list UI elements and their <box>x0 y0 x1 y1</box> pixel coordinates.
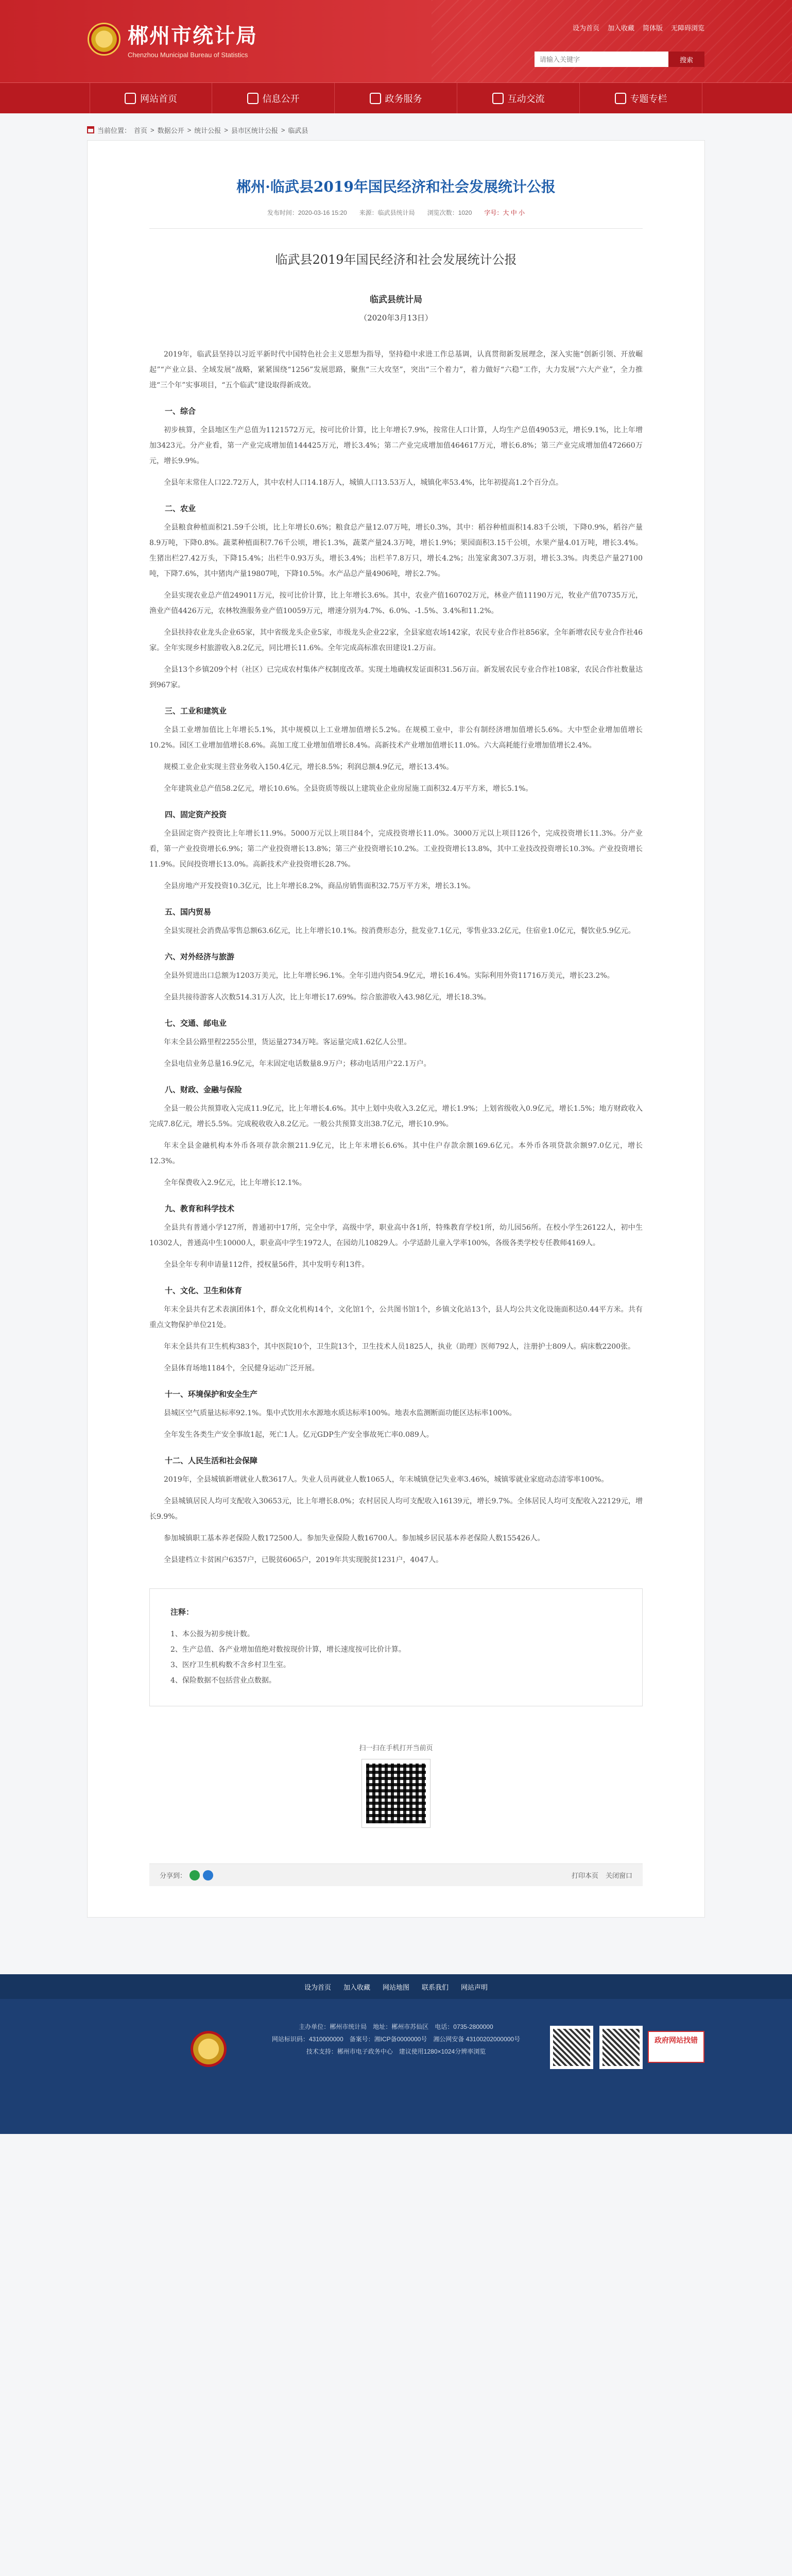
breadcrumb-link[interactable]: 县市区统计公报 <box>231 126 278 134</box>
article-actions <box>572 1870 632 1880</box>
top-link[interactable]: 加入收藏 <box>607 24 634 32</box>
section-paragraph: 参加城镇职工基本养老保险人数172500人。参加失业保险人数16700人。参加城乡居民基本养老保险人数155426人。 <box>164 1534 545 1543</box>
section-paragraph: 年末全县金融机构本外币各项存款余额211.9亿元，比上年末增长6.6%。其中住户存款余额169.6亿元。本外币各项贷款余额97.0亿元，增长12.3%。 <box>149 1142 643 1166</box>
wechat-qr-code <box>550 2026 593 2069</box>
section-heading: 五、国内贸易 <box>165 907 212 917</box>
top-link[interactable]: 简体版 <box>642 24 663 32</box>
share-label: 分享到： <box>160 1872 187 1880</box>
section-paragraph: 全县建档立卡贫困户6357户，已脱贫6065户，2019年共实现脱贫1231户，4047人。 <box>164 1556 443 1565</box>
section-paragraph: 全县粮食种植面积21.59千公顷，比上年增长0.6%；粮食总产量12.07万吨，增长0.3%，其中：稻谷种植面积14.83千公顷，下降0.9%，稻谷产量8.9万吨，下降0.8%。蔬菜种植面积7.76千公顷，增长1.3%，蔬菜产量24.3万吨，增长1.9%；果园面积3.15千公顷，水果产量4.01万吨，增长3.4%。生猪出栏27.42万头，下降15.4%；出栏牛0.93万头，增长3.4%；出栏羊7.8万只，增长4.2%；出笼家禽307.3万羽，增长3.3%。肉类总产量27100吨，下降7.6%，其中猪肉产量19807吨，下降10.5%。水产品总产量4906吨，增长2.7%。 <box>149 523 643 579</box>
chat-icon <box>492 93 504 104</box>
nav-label: 专题专栏 <box>630 93 667 104</box>
breadcrumb-prefix: 当前位置： <box>97 126 131 134</box>
nav-label: 政务服务 <box>385 93 422 104</box>
section-heading: 一、综合 <box>165 406 196 416</box>
meta-views: 浏览次数：1020 <box>427 209 472 217</box>
site-name: 郴州市统计局 <box>128 24 257 48</box>
section-paragraph: 全县共有普通小学127所，普通初中17所，完全中学，高级中学，职业高中各1所，特殊教育学校1所，幼儿园56所。在校小学生26122人，初中生10302人，普通高中生10000人，职业高中学生1972人，在园幼儿10829人。小学适龄儿童入学率100%，各级各类学校专任教师4169人。 <box>149 1224 643 1248</box>
location-icon <box>87 126 94 133</box>
note-item: 2、生产总值、各产业增加值绝对数按现价计算，增长速度按可比价计算。 <box>170 1646 406 1654</box>
article-body <box>149 347 643 1568</box>
weibo-share-icon[interactable] <box>203 1870 213 1880</box>
breadcrumb: 当前位置： 首页 > 数据公开 > 统计公报 > 县市区统计公报 > 临武县 <box>87 120 705 140</box>
qr-caption: 扫一扫在手机打开当前页 <box>359 1744 433 1752</box>
section-paragraph: 全县城镇居民人均可支配收入30653元，比上年增长8.0%；农村居民人均可支配收入16139元，增长9.7%。全体居民人均可支配收入22129元，增长9.9%。 <box>149 1497 643 1521</box>
section-paragraph: 全县电信业务总量16.9亿元，年末固定电话数量8.9万户；移动电话用户22.1万户。 <box>164 1060 431 1069</box>
section-paragraph: 全县实现社会消费品零售总额63.6亿元，比上年增长10.1%。按消费形态分，批发业7.1亿元，零售业33.2亿元，住宿业1.0亿元，餐饮业5.9亿元。 <box>164 927 635 936</box>
print-button[interactable]: 打印本页 <box>571 1872 598 1880</box>
section-heading: 十一、环境保护和安全生产 <box>165 1389 258 1399</box>
section-paragraph: 县城区空气质量达标率92.1%。集中式饮用水水源地水质达标率100%。地表水监测断面功能区达标率100%。 <box>164 1409 516 1418</box>
note-item: 1、本公报为初步统计数。 <box>170 1630 254 1639</box>
note-item: 3、医疗卫生机构数不含乡村卫生室。 <box>170 1661 290 1670</box>
article-title: 郴州·临武县2019年国民经济和社会发展统计公报 <box>236 178 556 195</box>
section-paragraph: 全年建筑业总产值58.2亿元，增长10.6%。全县资质等级以上建筑业企业房屋施工面积32.4万平方米，增长5.1%。 <box>164 785 533 793</box>
section-paragraph: 全县固定资产投资比上年增长11.9%。5000万元以上项目84个，完成投资增长11.0%。3000万元以上项目126个，完成投资增长11.3%。分产业看，第一产业投资增长6.9%；第二产业投资增长13.8%；第三产业投资增长10.2%。工业投资增长13.8%，其中工业技改投资增长10.3%。产业投资增长11.9%。民间投资增长13.0%。高新技术产业投资增长28.7%。 <box>149 829 643 869</box>
footer-link[interactable]: 联系我们 <box>422 1983 449 1991</box>
section-paragraph: 全县共接待游客人次数514.31万人次，比上年增长17.69%。综合旅游收入43.98亿元，增长18.3%。 <box>164 993 491 1002</box>
wechat-share-icon[interactable] <box>190 1870 200 1880</box>
section-heading: 七、交通、邮电业 <box>165 1019 227 1028</box>
top-link[interactable]: 无障碍浏览 <box>670 24 704 32</box>
footer-link[interactable]: 设为首页 <box>304 1983 331 1991</box>
header-pattern <box>432 0 792 82</box>
nav-item-topic[interactable] <box>580 83 702 113</box>
section-heading: 十二、人民生活和社会保障 <box>165 1456 258 1466</box>
section-paragraph: 全年保费收入2.9亿元，比上年增长12.1%。 <box>164 1179 306 1188</box>
meta-date: 发布时间：2020-03-16 15:20 <box>267 209 347 217</box>
notes-title: 注释： <box>170 1607 194 1617</box>
meta-source: 来源：临武县统计局 <box>359 209 415 217</box>
nav-label: 互动交流 <box>507 93 545 104</box>
section-paragraph: 全县全年专利申请量112件，授权量56件，其中发明专利13件。 <box>164 1261 369 1269</box>
doc-icon <box>247 93 259 104</box>
breadcrumb-link[interactable]: 统计公报 <box>194 126 221 134</box>
section-heading: 十、文化、卫生和体育 <box>165 1286 243 1296</box>
report-org: 临武县统计局 <box>370 295 422 306</box>
note-item: 4、保险数据不包括营业点数据。 <box>170 1676 276 1685</box>
notes-box <box>149 1588 643 1706</box>
page-qr-code <box>362 1759 430 1827</box>
section-paragraph: 全县实现农业总产值249011万元，按可比价计算，比上年增长3.6%。其中，农业产值160702万元，林业产值11190万元，牧业产值70735万元，渔业产值4426万元，农林牧渔服务业产值10059万元，增速分别为4.7%、6.0%、-1.5%、3.4%和11.2%。 <box>149 591 643 616</box>
section-paragraph: 全县外贸进出口总额为1203万美元，比上年增长96.1%。全年引进内资54.9亿元，增长16.4%。实际利用外资11716万美元，增长23.2%。 <box>164 972 614 980</box>
report-subtitle: 临武县2019年国民经济和社会发展统计公报 <box>275 252 517 267</box>
footer-links <box>0 1974 792 1999</box>
section-paragraph: 规模工业企业实现主营业务收入150.4亿元，增长8.5%；利润总额4.9亿元，增长13.4%。 <box>164 763 454 772</box>
section-heading: 六、对外经济与旅游 <box>165 952 235 962</box>
footer-link[interactable]: 加入收藏 <box>343 1983 370 1991</box>
breadcrumb-link[interactable]: 首页 <box>134 126 148 134</box>
section-paragraph: 全县一般公共预算收入完成11.9亿元，比上年增长4.6%。其中上划中央收入3.2亿元，增长1.9%；上划省级收入0.9亿元，增长1.5%；地方财政收入完成7.8亿元，增长5.5%。完成税收收入8.2亿元。一般公共预算支出38.7亿元，增长10.9%。 <box>149 1105 643 1129</box>
section-paragraph: 全年发生各类生产安全事故1起，死亡1人。亿元GDP生产安全事故死亡率0.089人。 <box>164 1431 434 1439</box>
footer-qr-codes <box>550 2026 643 2069</box>
section-paragraph: 全县体育场地1184个，全民健身运动广泛开展。 <box>164 1364 319 1373</box>
section-heading: 三、工业和建筑业 <box>165 706 227 716</box>
search-input[interactable] <box>535 52 668 67</box>
article-meta <box>149 208 643 217</box>
nav-item-interact[interactable] <box>457 83 580 113</box>
site-header <box>0 0 792 82</box>
section-paragraph: 年末全县共有卫生机构383个，其中医院10个，卫生院13个，卫生技术人员1825人，执业（助理）医师792人，注册护士809人。病床数2200张。 <box>164 1343 635 1351</box>
top-link[interactable]: 设为首页 <box>572 24 599 32</box>
footer-line: 主办单位：郴州市统计局 地址：郴州市苏仙区 电话：0735-2800000 <box>299 2023 493 2031</box>
nav-item-service[interactable] <box>335 83 457 113</box>
section-paragraph: 年末全县公路里程2255公里，货运量2734万吨。客运量完成1.62亿人公里。 <box>164 1038 411 1047</box>
section-heading: 四、固定资产投资 <box>165 810 227 820</box>
section-paragraph: 全县年末常住人口22.72万人，其中农村人口14.18万人，城镇人口13.53万人，城镇化率53.4%，比年初提高1.2个百分点。 <box>164 479 563 487</box>
section-heading: 九、教育和科学技术 <box>165 1204 235 1214</box>
service-icon <box>370 93 381 104</box>
top-links <box>573 23 704 32</box>
nav-label: 信息公开 <box>262 93 300 104</box>
section-heading: 二、农业 <box>165 504 196 514</box>
section-paragraph: 2019年，全县城镇新增就业人数3617人。失业人员再就业人数1065人，年末城镇登记失业率3.46%，城镇零就业家庭动态清零率100%。 <box>164 1476 609 1484</box>
footer-link[interactable]: 网站地图 <box>382 1983 409 1991</box>
main-nav <box>0 82 792 113</box>
topic-icon <box>615 93 626 104</box>
qr-block <box>149 1742 643 1827</box>
site-logo[interactable] <box>88 20 257 59</box>
article-toolbar <box>149 1863 643 1886</box>
footer-line: 技术支持：郴州市电子政务中心 建议使用1280×1024分辨率浏览 <box>306 2048 486 2056</box>
breadcrumb-link[interactable]: 数据公开 <box>157 126 184 134</box>
share-bar <box>160 1870 213 1880</box>
section-paragraph: 全县工业增加值比上年增长5.1%，其中规模以上工业增加值增长5.2%。在规模工业中，非公有制经济增加值增长5.6%。大中型企业增加值增长10.2%。园区工业增加值增长8.6%。高加工度工业增加值增长8.4%。高新技术产业增加值增长11.0%。六大高耗能行业增加值增长2.4%。 <box>149 726 643 750</box>
divider <box>149 228 643 229</box>
section-heading: 八、财政、金融与保险 <box>165 1085 243 1095</box>
gov-error-report-badge[interactable]: 政府网站找错 <box>648 2031 704 2063</box>
nav-item-info[interactable] <box>212 83 335 113</box>
site-footer <box>0 1974 792 2134</box>
section-paragraph: 全县扶持农业龙头企业65家，其中省级龙头企业5家，市级龙头企业22家，全县家庭农场142家，农民专业合作社856家，全年新增农民专业合作社46家。全年实现乡村旅游收入8.2亿元，同比增长11.6%。全年完成高标准农田建设1.2万亩。 <box>149 629 643 653</box>
breadcrumb-link[interactable]: 临武县 <box>288 126 308 134</box>
footer-link[interactable]: 网站声明 <box>461 1983 488 1991</box>
footer-line: 网站标识码：4310000000 备案号：湘ICP备0000000号 湘公网安备 43100202000000号 <box>271 2036 521 2043</box>
article <box>87 140 705 1918</box>
nav-label: 网站首页 <box>140 93 177 104</box>
home-icon <box>125 93 136 104</box>
section-paragraph: 全县13个乡镇209个村（社区）已完成农村集体产权制度改革。实现土地确权发证面积31.56万亩。新发展农民专业合作社108家，农民合作社数量达到967家。 <box>149 666 643 690</box>
section-paragraph: 年末全县共有艺术表演团体1个，群众文化机构14个，文化馆1个，公共图书馆1个，乡镇文化站13个，县人均公共文化设施面积达0.44平方米。共有重点文物保护单位21处。 <box>149 1306 643 1330</box>
app-qr-code <box>599 2026 643 2069</box>
nav-item-home[interactable] <box>90 83 212 113</box>
section-paragraph: 全县房地产开发投资10.3亿元，比上年增长8.2%，商品房销售面积32.75万平方米，增长3.1%。 <box>164 882 475 891</box>
close-window-button[interactable]: 关闭窗口 <box>605 1872 632 1880</box>
search-box <box>535 52 704 67</box>
font-size-switch[interactable]: 字号：大 中 小 <box>484 209 525 217</box>
national-emblem-icon <box>88 23 120 56</box>
section-paragraph: 初步核算，全县地区生产总值为1121572万元，按可比价计算，比上年增长7.9%，按常住人口计算，人均生产总值49053元，增长9.1%，比上年增加3423元。分产业看，第一产业完成增加值144425万元，增长3.4%；第二产业完成增加值464617万元，增长6.8%；第三产业完成增加值472660万元，增长9.9%。 <box>149 426 643 466</box>
report-date: （2020年3月13日） <box>359 313 433 323</box>
site-name-en: Chenzhou Municipal Bureau of Statistics <box>128 51 248 59</box>
search-button[interactable]: 搜索 <box>668 52 704 67</box>
intro-paragraph: 2019年，临武县坚持以习近平新时代中国特色社会主义思想为指导，坚持稳中求进工作总基调，认真贯彻新发展理念，深入实施“创新引领、开放崛起”“产业立县、全域发展”战略，紧紧围绕“1256”发展思路，聚焦“三大攻坚”，突出“三个着力”，着力做好“六稳”工作，大力发展“六大产业”，全力推进“三个年”实事项目，“五个临武”建设取得新成效。 <box>149 350 643 390</box>
